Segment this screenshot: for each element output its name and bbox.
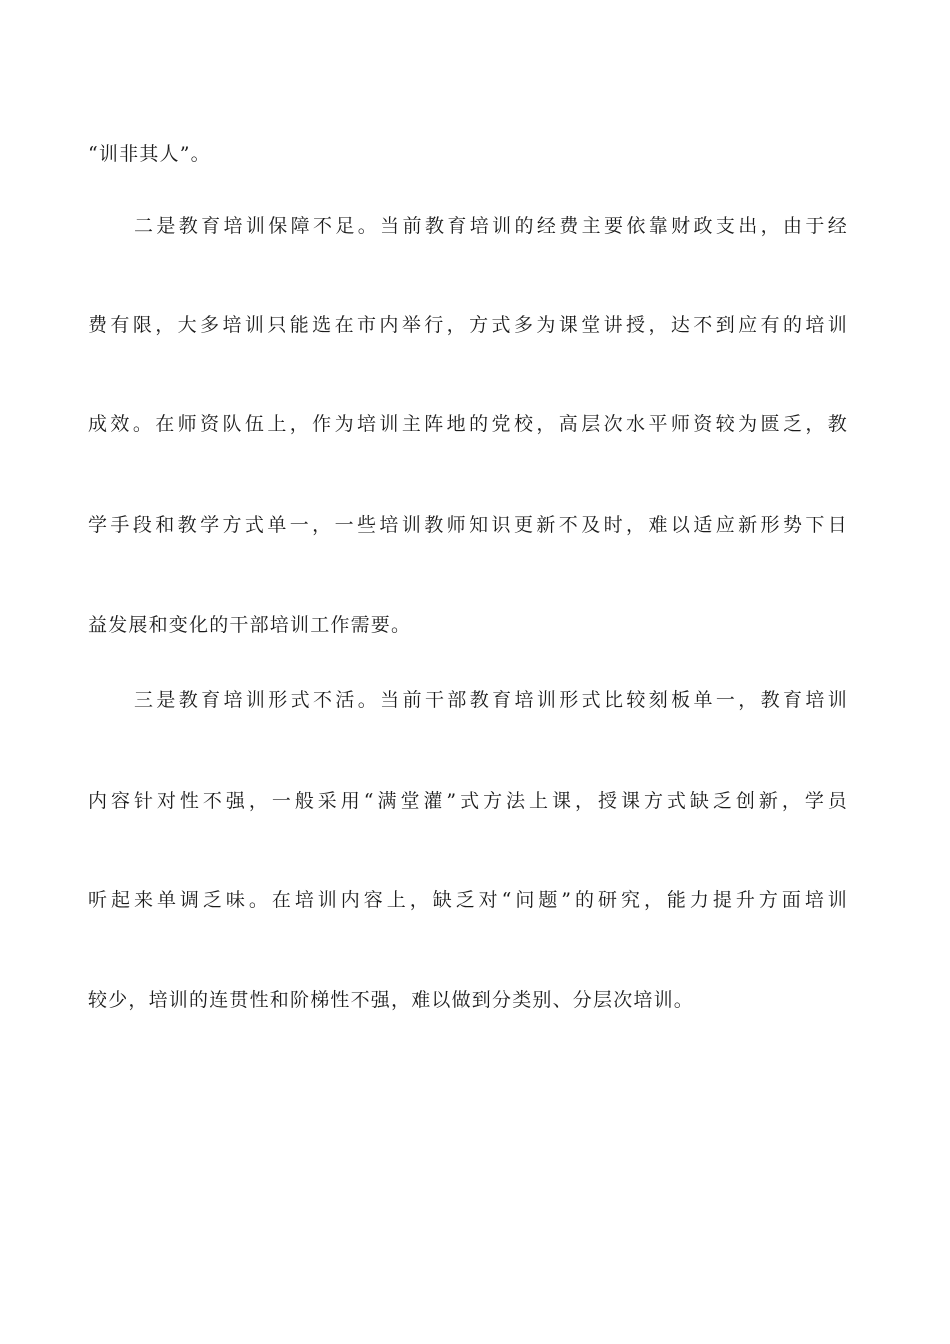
paragraph-line: 学手段和教学方式单一，一些培训教师知识更新不及时，难以适应新形势下日 [88, 514, 848, 536]
paragraph-line: 益发展和变化的干部培训工作需要。 [88, 614, 412, 636]
paragraph-line: 较少，培训的连贯性和阶梯性不强，难以做到分类别、分层次培训。 [88, 989, 695, 1011]
paragraph-line: 三是教育培训形式不活。当前干部教育培训形式比较刻板单一，教育培训 [134, 689, 848, 711]
paragraph-line: 二是教育培训保障不足。当前教育培训的经费主要依靠财政支出，由于经 [134, 215, 848, 237]
paragraph-line: 听起来单调乏味。在培训内容上，缺乏对“问题”的研究，能力提升方面培训 [88, 889, 848, 911]
paragraph-line: 内容针对性不强，一般采用“满堂灌”式方法上课，授课方式缺乏创新，学员 [88, 790, 848, 812]
paragraph-line: 费有限，大多培训只能选在市内举行，方式多为课堂讲授，达不到应有的培训 [88, 314, 848, 336]
paragraph-line: “训非其人”。 [88, 143, 211, 165]
paragraph-line: 成效。在师资队伍上，作为培训主阵地的党校，高层次水平师资较为匮乏，教 [88, 413, 848, 435]
